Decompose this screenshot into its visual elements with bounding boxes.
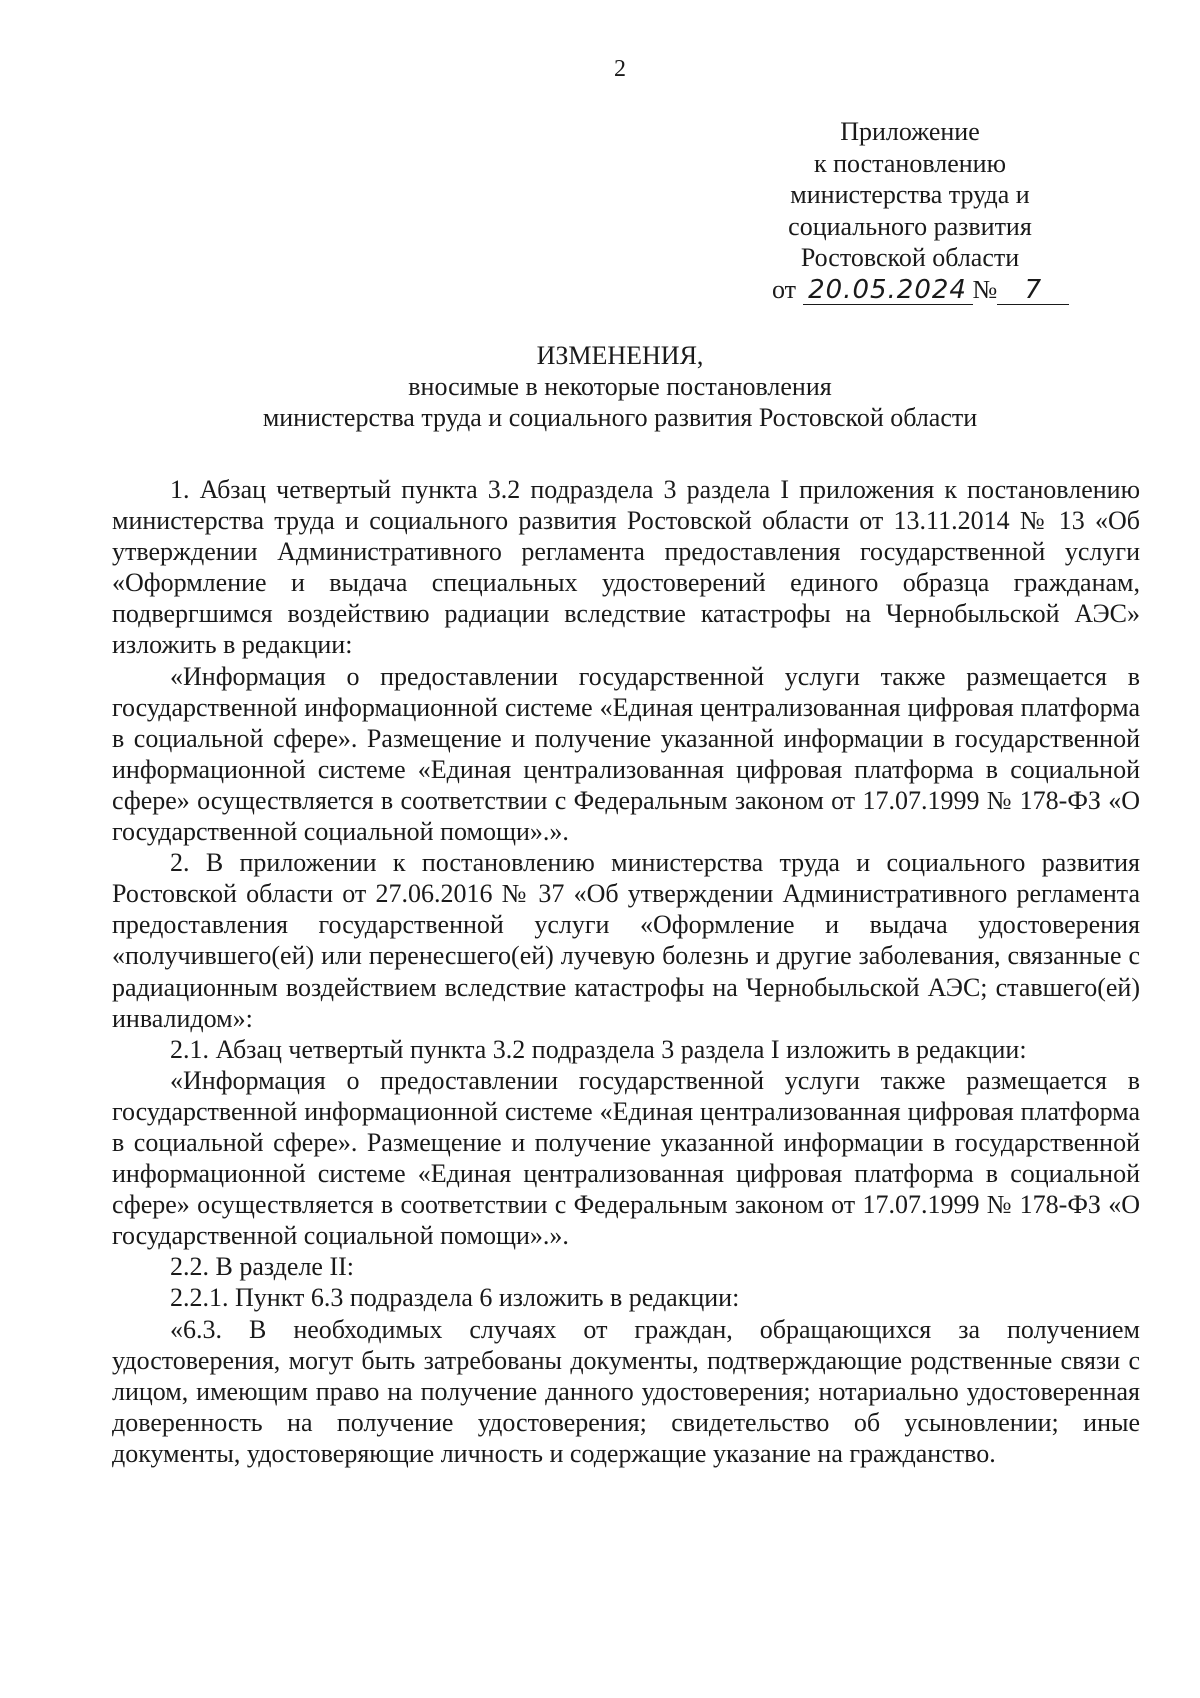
document-body [112,474,1140,1469]
paragraph-quote-1: «Информация о предоставлении государственной услуги также размещается в государственной информационной системе «Единая централизованная цифровая платформа в социальной сфере». Размещение и получение указанной информации в государственной информационной системе «Единая централизованная цифровая платформа в социальной сфере» осуществляется в соответствии с Федеральным законом от 17.07.1999 № 178-ФЗ «О государственной социальной помощи».». [112,661,1140,847]
approval-date-row [760,274,1060,306]
approval-line: социального развития [788,211,1032,241]
approval-block [760,116,1060,306]
paragraph-2: 2. В приложении к постановлению министерства труда и социального развития Ростовской области от 27.06.2016 № 37 «Об утверждении Административного регламента предоставления государственной услуги «Оформление и выдача удостоверения «получившего(ей) или перенесшего(ей) лучевую болезнь и другие заболевания, связанные с радиационным воздействием вследствие катастрофы на Чернобыльской АЭС; ставшего(ей) инвалидом»: [112,848,1140,1033]
approval-line: Ростовской области [800,243,1020,273]
number-label: № [972,274,998,304]
approval-line: Приложение [840,117,980,146]
paragraph-2-2: 2.2. В разделе II: [170,1252,355,1282]
handwritten-number: 7 [997,276,1069,305]
title-subtitle-line-2: министерства труда и социального развития Ростовской области [262,403,978,432]
paragraph-2-2-1: 2.2.1. Пункт 6.3 подраздела 6 изложить в редакции: [170,1283,740,1313]
approval-line: министерства труда и [790,180,1030,210]
paragraph-2-1: 2.1. Абзац четвертый пункта 3.2 подраздела 3 раздела I изложить в редакции: [170,1034,1027,1064]
page-number: 2 [614,56,626,82]
from-label: от [772,274,797,304]
handwritten-date: 20.05.2024 [803,276,973,305]
paragraph-quote-2: «Информация о предоставлении государственной услуги также размещается в государственной информационной системе «Единая централизованная цифровая платформа в социальной сфере». Размещение и получение указанной информации в государственной информационной системе «Единая централизованная цифровая платформа в социальной сфере» осуществляется в соответствии с Федеральным законом от 17.07.1999 № 178-ФЗ «О государственной социальной помощи».». [112,1065,1140,1251]
paragraph-1: 1. Абзац четвертый пункта 3.2 подраздела 3 раздела I приложения к постановлению министерства труда и социального развития Ростовской области от 13.11.2014 № 13 «Об утверждении Административного регламента предоставления государственной услуги «Оформление и выдача специальных удостоверений единого образца гражданам, подвергшимся воздействию радиации вследствие катастрофы на Чернобыльской АЭС» изложить в редакции: [112,475,1140,660]
title-heading: ИЗМЕНЕНИЯ, [536,341,704,370]
paragraph-quote-3: «6.3. В необходимых случаях от граждан, обращающихся за получением удостоверения, могут быть затребованы документы, подтверждающие родственные связи с лицом, имеющим право на получение данного удостоверения; нотариально удостоверенная доверенность на получение удостоверения; свидетельство об усыновлении; иные документы, удостоверяющие личность и содержащие указание на гражданство. [112,1314,1140,1468]
title-subtitle-line-1: вносимые в некоторые постановления [408,372,832,401]
document-title [0,340,1200,433]
approval-line: к постановлению [813,148,1007,178]
